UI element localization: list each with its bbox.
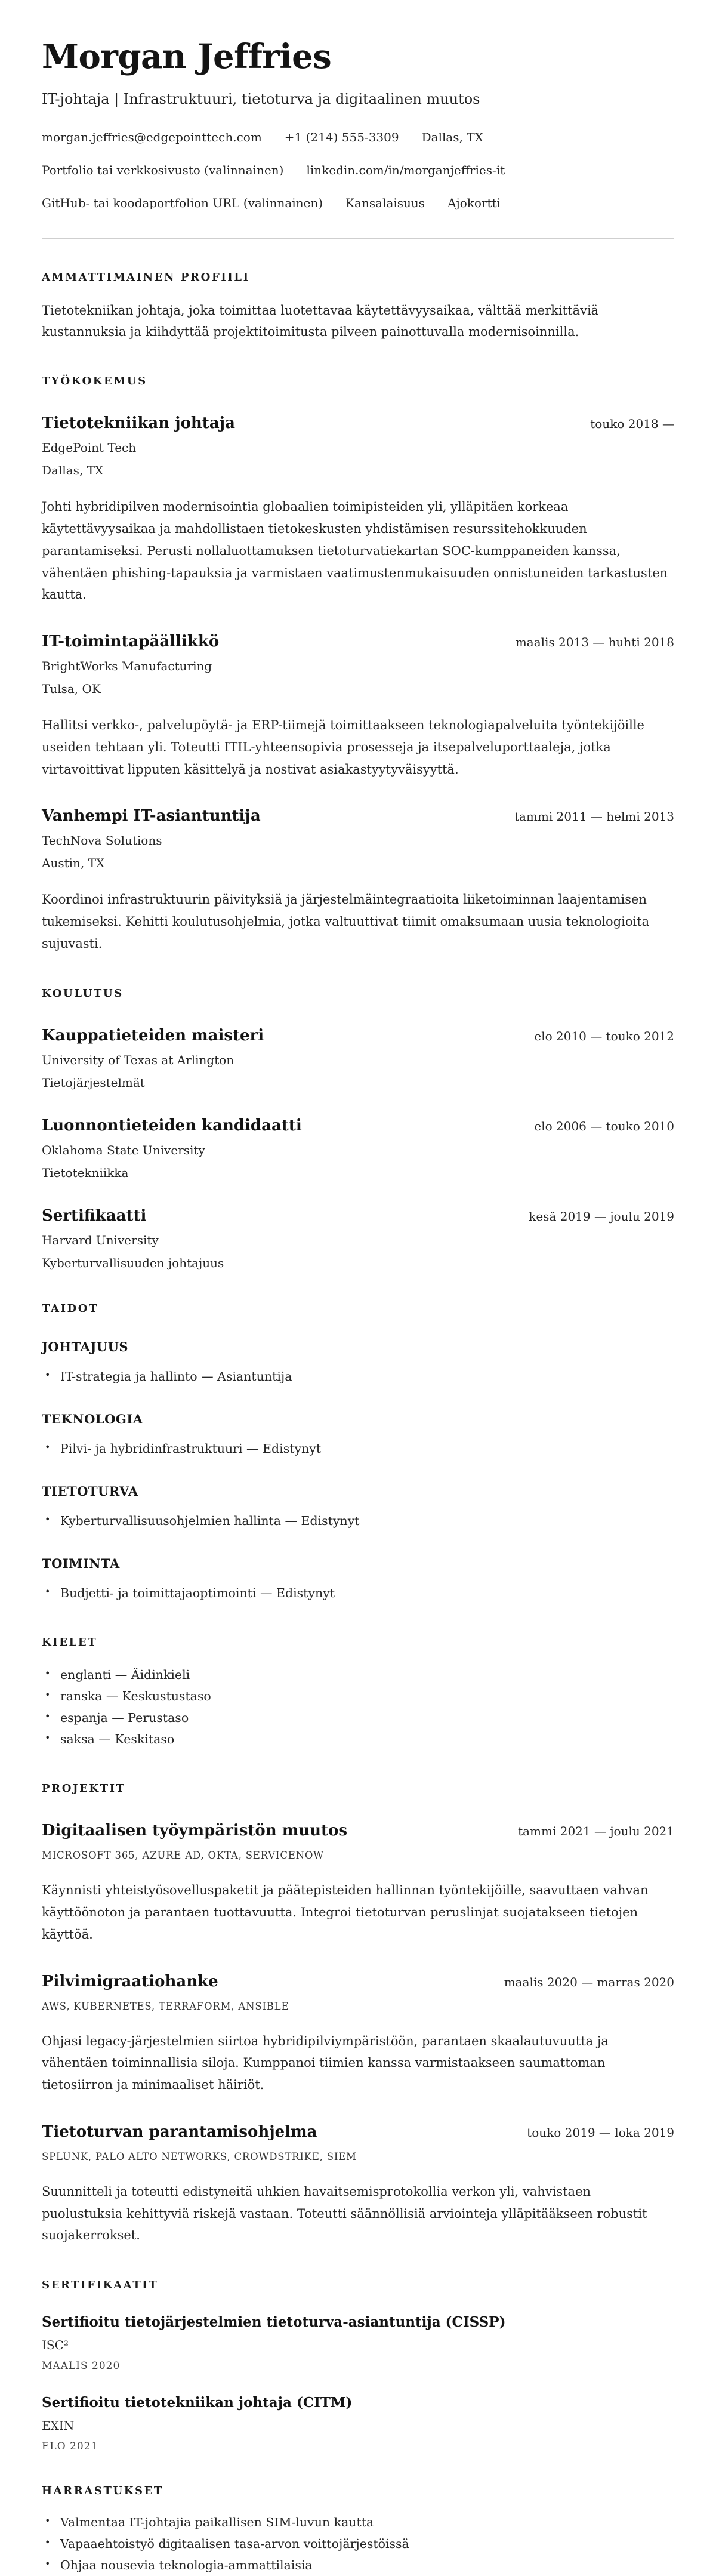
section-heading-hobbies: HARRASTUKSET [42, 2485, 163, 2498]
skill-group-label: TEKNOLOGIA [42, 1411, 143, 1426]
project-date-range: maalis 2020 — marras 2020 [504, 1974, 674, 1989]
degree-field: Tietojärjestelmät [42, 1075, 145, 1090]
project-description: Suunnitteli ja toteutti edistyneitä uhkien havaitsemisprotokollia verkon yli, vahvistaen puolustuksia kehittyviä riskejä vastaan. Toteutti säännöllisiä arviointeja ylläpitääkseen robustit suojakerrokset. [42, 2184, 647, 2243]
skill-group [42, 1412, 674, 1459]
certification-entry [42, 2314, 674, 2372]
experience-entry-head [42, 633, 674, 651]
language-item: • saksa — Keskitaso [42, 1728, 674, 1750]
education-entry [42, 1207, 674, 1270]
language-item: • espanja — Perustaso [42, 1707, 674, 1728]
degree-date-range: elo 2006 — touko 2010 [534, 1118, 674, 1133]
contact-linkedin: linkedin.com/in/morganjeffries-it [306, 162, 505, 177]
education-entry-head [42, 1027, 674, 1044]
contact-phone: +1 (214) 555-3309 [284, 130, 399, 144]
degree-date-range: elo 2010 — touko 2012 [534, 1028, 674, 1043]
section-heading-projects: PROJEKTIT [42, 1782, 126, 1795]
project-tech-stack: SPLUNK, PALO ALTO NETWORKS, CROWDSTRIKE, SIEM [42, 2150, 357, 2162]
language-item: • englanti — Äidinkieli [42, 1664, 674, 1686]
job-title: Vanhempi IT-asiantuntija [42, 807, 261, 825]
profile-text: Tietotekniikan johtaja, joka toimittaa luotettavaa käytettävyysaikaa, välttää merkittäviä kustannuksia ja kiihdyttää projektitoimitusta pilveen painottuvalla modernisoinnilla. [42, 303, 599, 340]
certification-title: Sertifioitu tietotekniikan johtaja (CITM) [42, 2395, 353, 2411]
skill-item: • Kyberturvallisuusohjelmien hallinta — Edistynyt [42, 1510, 674, 1532]
project-title: Tietoturvan parantamisohjelma [42, 2122, 317, 2141]
project-entry-head [42, 1973, 674, 1990]
experience-entry [42, 807, 674, 954]
degree-title: Luonnontieteiden kandidaatti [42, 1116, 302, 1135]
certification-title: Sertifioitu tietojärjestelmien tietoturva-asiantuntija (CISSP) [42, 2314, 506, 2331]
section-heading-skills: TAIDOT [42, 1302, 99, 1315]
project-tech-stack: MICROSOFT 365, AZURE AD, OKTA, SERVICENOW [42, 1850, 324, 1862]
project-entry [42, 2123, 674, 2247]
job-company: BrightWorks Manufacturing [42, 659, 212, 674]
project-description: Käynnisti yhteistyösovelluspaketit ja päätepisteiden hallinnan työntekijöille, saavuttaen vahvan käyttöönoton ja parantaen tuottavuutta. Integroi tietoturvan peruslinjat suojatakseen tietojen käyttöä. [42, 1883, 649, 1942]
contact-row-2 [42, 163, 674, 177]
experience-entry [42, 633, 674, 780]
skill-group [42, 1339, 674, 1387]
skill-list [42, 1510, 674, 1532]
skill-item: • IT-strategia ja hallinto — Asiantuntija [42, 1366, 674, 1387]
section-heading-languages: KIELET [42, 1636, 98, 1649]
section-certifications [42, 2279, 674, 2452]
experience-entry [42, 414, 674, 606]
project-date-range: touko 2019 — loka 2019 [527, 2125, 674, 2140]
job-location: Tulsa, OK [42, 682, 101, 697]
contact-row-3 [42, 196, 674, 210]
header-divider [42, 238, 674, 239]
project-entry-head [42, 2123, 674, 2141]
degree-school: Oklahoma State University [42, 1142, 205, 1157]
hobby-item: • Vapaaehtoistyö digitaalisen tasa-arvon voittojärjestöissä [42, 2533, 674, 2555]
degree-field: Tietotekniikka [42, 1165, 129, 1180]
certification-entry [42, 2395, 674, 2452]
section-skills [42, 1302, 674, 1604]
degree-school: Harvard University [42, 1232, 159, 1247]
candidate-name: Morgan Jeffries [42, 37, 332, 76]
job-location: Dallas, TX [42, 463, 104, 478]
contact-portfolio-placeholder: Portfolio tai verkkosivusto (valinnainen) [42, 162, 284, 177]
degree-title: Sertifikaatti [42, 1206, 147, 1225]
section-heading-profile: AMMATTIMAINEN PROFIILI [42, 270, 250, 284]
education-entry-head [42, 1207, 674, 1225]
job-description: Koordinoi infrastruktuurin päivityksiä ja järjestelmäintegraatioita liiketoiminnan laajentamisen tukemiseksi. Kehitti koulutusohjelmia, jotka valtuuttivat tiimit omaksumaan uusia teknologioita sujuvasti. [42, 892, 650, 951]
project-title: Pilvimigraatiohanke [42, 1972, 218, 1990]
resume-header [42, 39, 674, 239]
education-entry-head [42, 1117, 674, 1135]
certification-issuer: ISC² [42, 2338, 69, 2353]
section-experience [42, 375, 674, 954]
candidate-headline: IT-johtaja | Infrastruktuuri, tietoturva ja digitaalinen muutos [42, 90, 480, 107]
experience-entry-head [42, 414, 674, 432]
certification-date: ELO 2021 [42, 2441, 98, 2453]
job-description: Johti hybridipilven modernisointia globaalien toimipisteiden yli, ylläpitäen korkeaa käytettävyysaikaa ja mahdollistaen tietokeskusten yhdistämisen resurssitehokkuuden parantamiseksi. Perusti nollaluottamuksen tietoturvatiekartan SOC-kumppaneiden kanssa, vähentäen phishing-tapauksia ja varmistaen vaatimustenmukaisuuden onnistuneiden tarkastusten kautta. [42, 500, 668, 602]
section-profile [42, 271, 674, 343]
hobby-item: • Ohjaa nousevia teknologia-ammattilaisia [42, 2555, 674, 2576]
job-date-range: maalis 2013 — huhti 2018 [515, 635, 674, 650]
job-description: Hallitsi verkko-, palvelupöytä- ja ERP-tiimejä toimittaakseen teknologiapalveluita työntekijöille useiden tehtaan yli. Toteutti ITIL-yhteensopivia prosesseja ja itsepalveluporttaaleja, jotka virtavoittivat lipputen käsittelyä ja nostivat asiakastyytyväisyyttä. [42, 718, 644, 777]
degree-field: Kyberturvallisuuden johtajuus [42, 1255, 224, 1270]
section-heading-experience: TYÖKOKEMUS [42, 375, 147, 388]
job-company: EdgePoint Tech [42, 440, 137, 455]
section-heading-certifications: SERTIFIKAATIT [42, 2279, 159, 2292]
degree-date-range: kesä 2019 — joulu 2019 [529, 1209, 674, 1224]
job-company: TechNova Solutions [42, 833, 162, 848]
skill-list [42, 1582, 674, 1604]
skill-group-label: TIETOTURVA [42, 1483, 138, 1499]
contact-citizenship-placeholder: Kansalaisuus [345, 195, 425, 210]
section-heading-education: KOULUTUS [42, 987, 124, 1000]
skill-group [42, 1556, 674, 1604]
hobby-item: • Valmentaa IT-johtajia paikallisen SIM-luvun kautta [42, 2512, 674, 2533]
skill-item: • Pilvi- ja hybridinfrastruktuuri — Edistynyt [42, 1438, 674, 1459]
experience-entry-head [42, 807, 674, 825]
project-entry [42, 1973, 674, 2096]
project-date-range: tammi 2021 — joulu 2021 [518, 1824, 674, 1839]
section-projects [42, 1782, 674, 2247]
degree-title: Kauppatieteiden maisteri [42, 1026, 264, 1044]
section-languages [42, 1636, 674, 1750]
skill-list [42, 1366, 674, 1387]
certification-date: MAALIS 2020 [42, 2360, 121, 2372]
contact-location: Dallas, TX [421, 130, 483, 144]
skill-group-label: TOIMINTA [42, 1555, 120, 1571]
skill-group [42, 1484, 674, 1532]
certification-issuer: EXIN [42, 2418, 75, 2433]
education-entry [42, 1117, 674, 1180]
contact-license-placeholder: Ajokortti [448, 195, 501, 210]
hobby-list [42, 2512, 674, 2576]
job-title: IT-toimintapäällikkö [42, 633, 220, 651]
job-date-range: tammi 2011 — helmi 2013 [514, 809, 674, 824]
project-description: Ohjasi legacy-järjestelmien siirtoa hybridipilviympäristöön, parantaen skaalautuvuutta ja vähentäen toiminnallisia siloja. Kumppanoi tiimien kanssa varmistaakseen saumattoman tietosiirron ja minimaaliset häiriöt. [42, 2033, 609, 2093]
skill-item: • Budjetti- ja toimittajaoptimointi — Edistynyt [42, 1582, 674, 1604]
job-date-range: touko 2018 — [590, 417, 674, 432]
skill-list [42, 1438, 674, 1459]
skill-group-label: JOHTAJUUS [42, 1339, 129, 1354]
language-item: • ranska — Keskustustaso [42, 1686, 674, 1707]
contact-email: morgan.jeffries@edgepointtech.com [42, 130, 262, 144]
section-education [42, 987, 674, 1270]
job-title: Tietotekniikan johtaja [42, 414, 235, 433]
project-entry-head [42, 1822, 674, 1839]
contact-row-1 [42, 130, 674, 144]
language-list [42, 1664, 674, 1750]
project-entry [42, 1822, 674, 1945]
project-tech-stack: AWS, KUBERNETES, TERRAFORM, ANSIBLE [42, 2000, 289, 2012]
contact-github-placeholder: GitHub- tai koodaportfolion URL (valinnainen) [42, 195, 323, 210]
project-title: Digitaalisen työympäristön muutos [42, 1822, 348, 1840]
job-location: Austin, TX [42, 856, 105, 871]
degree-school: University of Texas at Arlington [42, 1052, 234, 1067]
education-entry [42, 1027, 674, 1090]
section-hobbies [42, 2485, 674, 2576]
